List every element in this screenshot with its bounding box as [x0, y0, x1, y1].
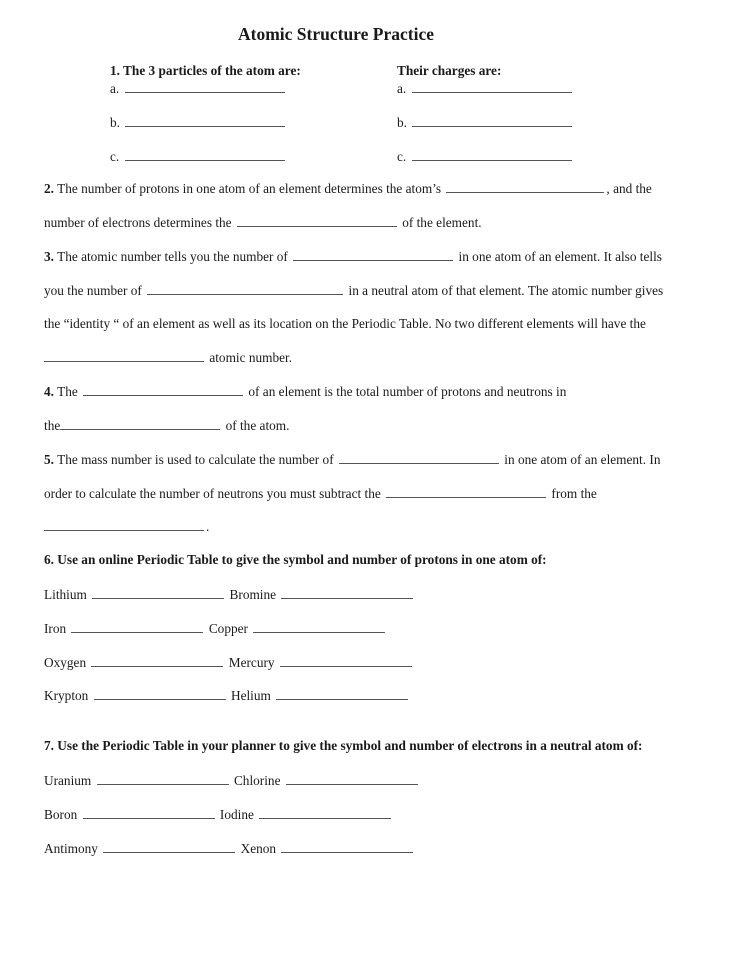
answer-blank[interactable]	[92, 586, 224, 599]
answer-blank[interactable]	[339, 451, 499, 464]
element-name: Uranium	[44, 773, 92, 788]
q1-charge-b	[397, 114, 574, 130]
element-name: Oxygen	[44, 655, 87, 670]
question-number: 5.	[44, 452, 54, 467]
q1-charge-c	[397, 148, 574, 164]
element-name: Xenon	[240, 841, 277, 856]
answer-blank[interactable]	[125, 114, 285, 127]
answer-blank[interactable]	[237, 214, 397, 227]
answer-blank[interactable]	[83, 383, 243, 396]
q1-right-heading: Their charges are:	[397, 63, 502, 78]
q6-row-4	[44, 687, 410, 704]
q1-particle-b	[110, 114, 287, 130]
element-name: Lithium	[44, 587, 87, 602]
item-letter: b.	[397, 115, 407, 130]
answer-blank[interactable]	[60, 417, 220, 430]
question-number: 3.	[44, 249, 54, 264]
q7-row-2	[44, 806, 393, 823]
answer-blank[interactable]	[386, 485, 546, 498]
item-letter: a.	[397, 81, 407, 96]
question-number: 4.	[44, 384, 54, 399]
answer-blank[interactable]	[259, 806, 391, 819]
q5-line-1: 5. The mass number is used to calculate the number of in one atom of an element. In	[44, 452, 661, 467]
element-name: Helium	[230, 688, 271, 703]
answer-blank[interactable]	[412, 80, 572, 93]
item-letter: b.	[110, 115, 120, 130]
answer-blank[interactable]	[286, 772, 418, 785]
worksheet-title: Atomic Structure Practice	[238, 24, 434, 44]
answer-blank[interactable]	[97, 772, 229, 785]
answer-blank[interactable]	[293, 248, 453, 261]
q3-line-2: you the number of in a neutral atom of that element. The atomic number gives	[44, 283, 664, 298]
q2-line-1: 2. The number of protons in one atom of an element determines the atom’s , and the	[44, 181, 652, 196]
answer-blank[interactable]	[280, 654, 412, 667]
answer-blank[interactable]	[446, 180, 604, 193]
q4-line-1: 4. The of an element is the total number of protons and neutrons in	[44, 384, 567, 399]
q5-line-2: order to calculate the number of neutrons you must subtract the from the	[44, 486, 597, 501]
q1-charge-a	[397, 80, 574, 96]
q1-particle-c	[110, 148, 287, 164]
answer-blank[interactable]	[94, 687, 226, 700]
answer-blank[interactable]	[253, 620, 385, 633]
element-name: Iron	[44, 621, 67, 636]
q3-line-4: atomic number.	[44, 349, 292, 366]
answer-blank[interactable]	[44, 349, 204, 362]
q7-heading: 7. Use the Periodic Table in your planner to give the symbol and number of electrons in a neutral atom of:	[44, 738, 643, 753]
q3-line-3: the “identity “ of an element as well as its location on the Periodic Table. No two different elements will have the	[44, 316, 646, 331]
q7-row-1	[44, 772, 420, 789]
answer-blank[interactable]	[103, 840, 235, 853]
answer-blank[interactable]	[412, 148, 572, 161]
q5-line-3: .	[44, 518, 209, 535]
answer-blank[interactable]	[71, 620, 203, 633]
element-name: Copper	[208, 621, 248, 636]
element-name: Mercury	[228, 655, 275, 670]
element-name: Antimony	[44, 841, 98, 856]
q6-row-2	[44, 620, 387, 637]
answer-blank[interactable]	[412, 114, 572, 127]
answer-blank[interactable]	[91, 654, 223, 667]
item-letter: c.	[110, 149, 120, 164]
q4-line-2: the of the atom.	[44, 418, 290, 433]
q1-particle-a	[110, 80, 287, 96]
answer-blank[interactable]	[125, 148, 285, 161]
q6-row-1	[44, 586, 415, 603]
q2-line-2: number of electrons determines the of the element.	[44, 215, 482, 230]
item-letter: c.	[397, 149, 407, 164]
answer-blank[interactable]	[125, 80, 285, 93]
answer-blank[interactable]	[44, 518, 204, 531]
question-number: 2.	[44, 181, 54, 196]
answer-blank[interactable]	[83, 806, 215, 819]
answer-blank[interactable]	[281, 840, 413, 853]
q6-row-3	[44, 654, 414, 671]
element-name: Iodine	[219, 807, 254, 822]
q6-heading: 6. Use an online Periodic Table to give the symbol and number of protons in one atom of:	[44, 552, 547, 567]
answer-blank[interactable]	[281, 586, 413, 599]
q3-line-1: 3. The atomic number tells you the number of in one atom of an element. It also tells	[44, 249, 662, 264]
item-letter: a.	[110, 81, 120, 96]
element-name: Chlorine	[233, 773, 281, 788]
element-name: Krypton	[44, 688, 89, 703]
answer-blank[interactable]	[147, 282, 343, 295]
element-name: Bromine	[229, 587, 277, 602]
element-name: Boron	[44, 807, 78, 822]
q1-left-heading: 1. The 3 particles of the atom are:	[110, 63, 301, 78]
q7-row-3	[44, 840, 415, 857]
answer-blank[interactable]	[276, 687, 408, 700]
